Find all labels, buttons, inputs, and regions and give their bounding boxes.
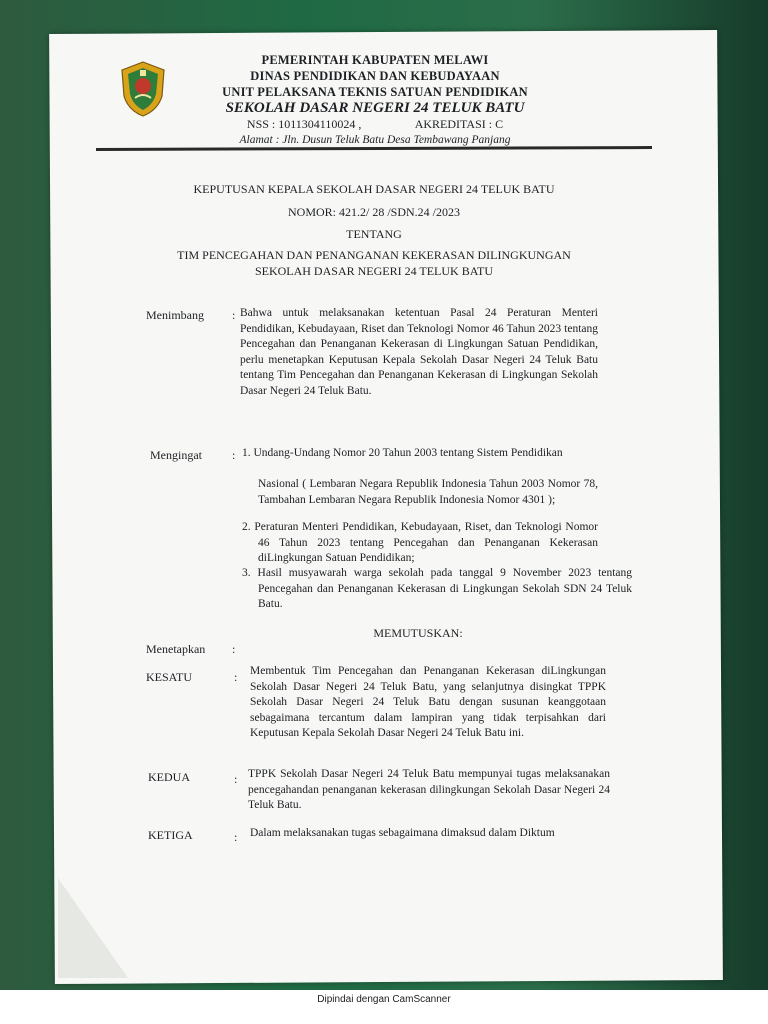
mengingat-label: Mengingat bbox=[150, 448, 202, 462]
ketiga-text: Dalam melaksanakan tugas sebagaimana dimaksud dalam Diktum bbox=[250, 827, 555, 839]
mengingat-item-1-body: Nasional ( Lembaran Negara Republik Indonesia Tahun 2003 Nomor 78, Tambahan Lembaran Negara Republik Indonesia Nomor 4301 ); bbox=[258, 478, 598, 506]
letterhead-department: DINAS PENDIDIKAN DAN KEBUDAYAAN bbox=[250, 69, 500, 83]
kedua-text: TPPK Sekolah Dasar Negeri 24 Teluk Batu mempunyai tugas melaksanakan pencegahandan penanganan kekerasan dilingkungan Sekolah Dasar Negeri 24 Teluk Batu. bbox=[248, 768, 610, 811]
menetapkan-colon: : bbox=[232, 642, 236, 656]
letterhead-address: Alamat : Jln. Dusun Teluk Batu Desa Tembawang Panjang bbox=[239, 134, 511, 146]
mengingat-item-3: 3. Hasil musyawarah warga sekolah pada tanggal 9 November 2023 tentang Pencegahan dan Penanganan Kekerasan di Lingkungan Sekolah SDN 24 Teluk Batu. bbox=[242, 567, 632, 610]
nss-number: NSS : 1011304110024 , bbox=[246, 117, 362, 131]
letterhead-unit: UNIT PELAKSANA TEKNIS SATUAN PENDIDIKAN bbox=[222, 85, 528, 99]
decree-subject-line2: SEKOLAH DASAR NEGERI 24 TELUK BATU bbox=[254, 264, 494, 278]
kesatu-colon: : bbox=[234, 670, 238, 684]
ketiga-label: KETIGA bbox=[148, 828, 193, 842]
menetapkan-label: Menetapkan bbox=[146, 642, 206, 656]
ketiga-colon: : bbox=[234, 830, 238, 844]
decree-number: NOMOR: 421.2/ 28 /SDN.24 /2023 bbox=[287, 205, 460, 219]
accreditation: AKREDITASI : C bbox=[414, 117, 504, 131]
menimbang-label: Menimbang bbox=[146, 308, 204, 322]
decree-subject-line1: TIM PENCEGAHAN DAN PENANGANAN KEKERASAN DILINGKUNGAN bbox=[177, 248, 571, 262]
letterhead-government: PEMERINTAH KABUPATEN MELAWI bbox=[261, 53, 489, 67]
menimbang-text: Bahwa untuk melaksanakan ketentuan Pasal 24 Peraturan Menteri Pendidikan, Kebudayaan, Riset dan Teknologi Nomor 46 Tahun 2023 tentang Pencegahan dan Penanganan Kekerasan di Lingkungan Satuan Pendidikan, perlu menetapkan Keputusan Kepala Sekolah Dasar Negeri 24 Teluk Batu tentang Tim Pencegahan dan Penanganan Kekerasan di Lingkungan Sekolah Dasar Negeri 24 Teluk Batu. bbox=[240, 307, 598, 397]
mengingat-colon: : bbox=[232, 448, 236, 462]
kesatu-text: Membentuk Tim Pencegahan dan Penanganan Kekerasan diLingkungan Sekolah Dasar Negeri 24 Teluk Batu, yang selanjutnya disingkat TPPK Sekolah Dasar Negeri 24 Teluk Batu dengan susunan keanggotaan sebagaimana tercantum dalam lampiran yang tidak terpisahkan dari Keputusan Kepala Sekolah Dasar Negeri 24 Teluk Batu ini. bbox=[250, 665, 606, 739]
folded-corner bbox=[58, 878, 128, 978]
mengingat-item-3-wrap bbox=[242, 566, 632, 613]
kesatu-label: KESATU bbox=[146, 670, 193, 684]
letterhead-ids bbox=[190, 116, 560, 132]
letterhead-school: SEKOLAH DASAR NEGERI 24 TELUK BATU bbox=[225, 100, 525, 116]
kedua-colon: : bbox=[234, 772, 238, 786]
letterhead bbox=[190, 52, 560, 148]
mengingat-item-2-wrap bbox=[242, 520, 598, 567]
scanner-watermark: Dipindai dengan CamScanner bbox=[317, 994, 451, 1005]
mengingat-item-2: 2. Peraturan Menteri Pendidikan, Kebudayaan, Riset, dan Teknologi Nomor 46 Tahun 2023 tentang Pencegahan dan Penanganan Kekerasan diLingkungan Satuan Pendidikan; bbox=[242, 521, 598, 564]
mengingat-item-1-head: 1. Undang-Undang Nomor 20 Tahun 2003 tentang Sistem Pendidikan bbox=[242, 447, 563, 459]
menimbang-colon: : bbox=[232, 308, 236, 322]
kedua-label: KEDUA bbox=[148, 770, 190, 784]
memutuskan-heading: MEMUTUSKAN: bbox=[373, 626, 463, 640]
decree-title: KEPUTUSAN KEPALA SEKOLAH DASAR NEGERI 24 TELUK BATU bbox=[193, 182, 555, 196]
regency-emblem-icon bbox=[118, 60, 168, 118]
decree-tentang: TENTANG bbox=[346, 227, 402, 241]
